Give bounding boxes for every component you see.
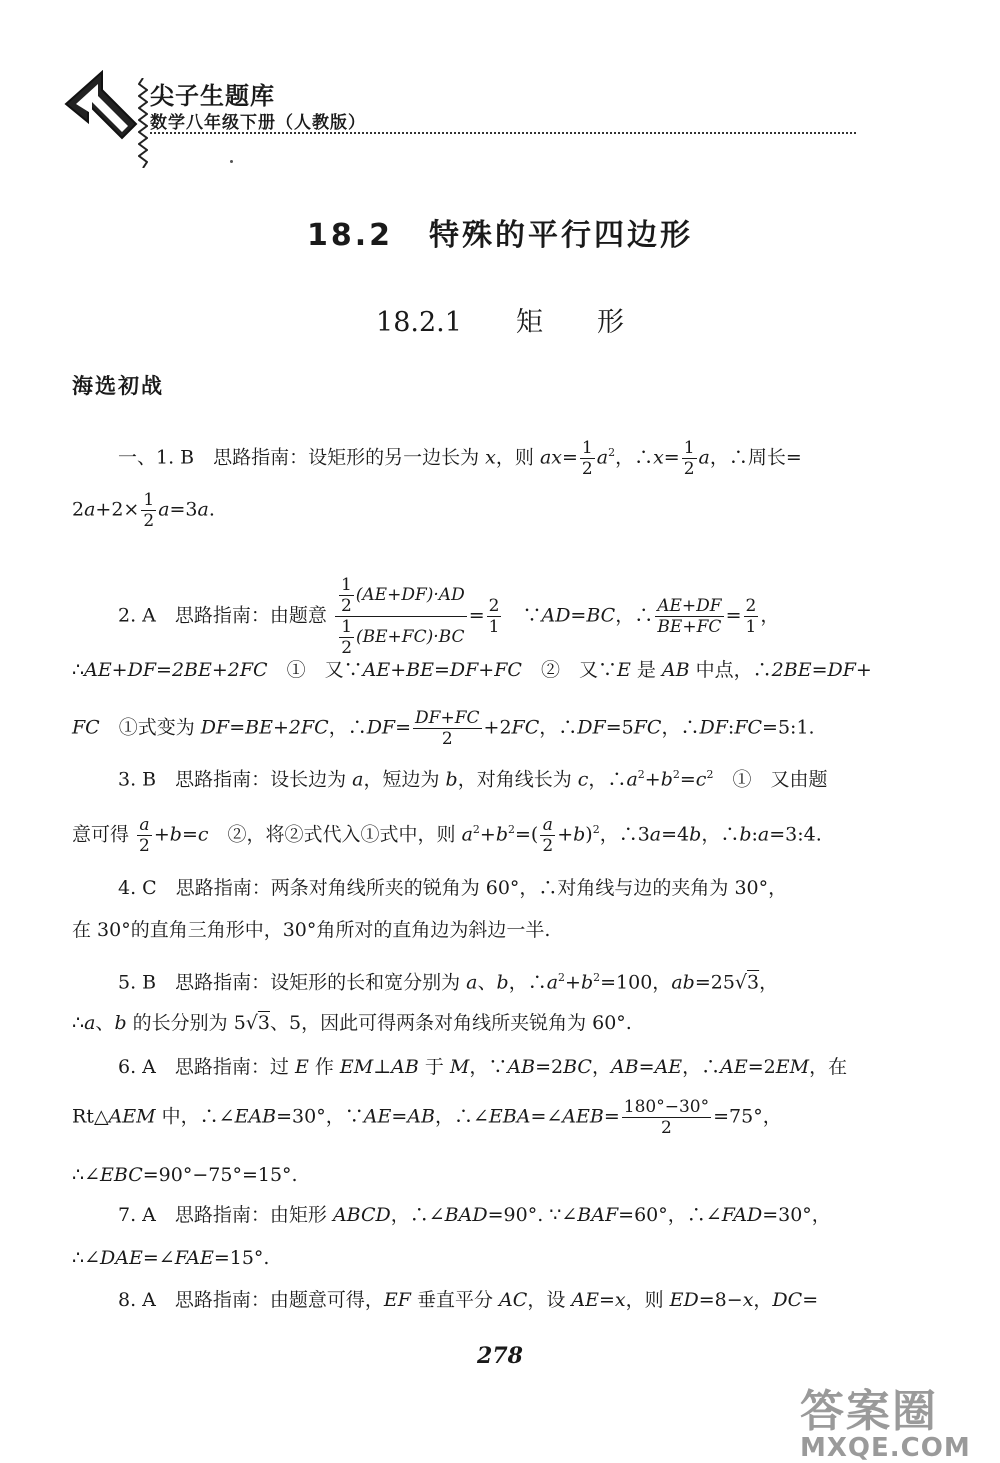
answer-line: 意可得 $\frac{a}{2}$ +b=c ②，将②式代入①式中，则 $a^2+b^2=$( $\frac{a}{2}$ +b)$^2$，∴3a=4b，∴b:a=3:4. bbox=[72, 815, 822, 856]
answer-line: 8. A 思路指南：由题意可得，EF 垂直平分 AC，设 AE=x，则 ED=8−x，DC= bbox=[118, 1289, 819, 1311]
book-subtitle: 数学八年级下册（人教版） bbox=[150, 113, 366, 133]
answer-line: 5. B 思路指南：设矩形的长和宽分别为 a、b，$\therefore a^2+b^2=100$，ab=25√3， bbox=[118, 971, 779, 994]
header-dot bbox=[230, 160, 233, 163]
answer-line: 6. A 思路指南：过 E 作 EM⊥AB 于 M，∵AB=2BC，AB=AE，∴AE=2EM，在 bbox=[118, 1056, 848, 1078]
page-number: 278 bbox=[477, 1343, 523, 1369]
subsection-title bbox=[0, 300, 1000, 339]
subsection-char-2: 形 bbox=[596, 307, 624, 338]
answer-line: 2a+2× $\frac{1}{2}$ a=3a. bbox=[72, 490, 215, 531]
arrow-logo-icon bbox=[62, 70, 140, 166]
watermark-text: 答案圈 bbox=[800, 1386, 938, 1437]
header bbox=[62, 70, 862, 170]
answer-line: ∴∠DAE=∠FAE=15°. bbox=[72, 1247, 270, 1269]
watermark-url: MXQE.COM bbox=[800, 1433, 971, 1463]
answer-line: ∴a、b 的长分别为 5√3、5，因此可得两条对角线所夹锐角为 60°. bbox=[72, 1012, 632, 1034]
subsection-number: 18.2.1 bbox=[376, 307, 462, 338]
section-label: 海选初战 bbox=[72, 374, 164, 398]
answer-line: 一、1. B 思路指南：设矩形的另一边长为 x，则 ax= $\frac{1}{2}$ $a^2$，∴x= $\frac{1}{2}$ a，∴周长= bbox=[118, 438, 802, 479]
answer-line: Rt△AEM 中，∴∠EAB=30°，∵AE=AB，∴∠EBA=∠AEB= $\frac{180^\circ-30^\circ}{2}$ =75°， bbox=[72, 1097, 782, 1138]
subsection-char-1: 矩 bbox=[515, 307, 543, 338]
answer-line: ∴∠EBC=90°−75°=15°. bbox=[72, 1164, 298, 1186]
answer-line: 7. A 思路指南：由矩形 ABCD，∴∠BAD=90°. ∵∠BAF=60°，∴∠FAD=30°， bbox=[118, 1204, 831, 1226]
answer-line: FC ①式变为 DF=BE+2FC，∴DF= $\frac{DF+FC}{2}$ +2FC，∴DF=5FC，∴DF:FC=5:1. bbox=[72, 708, 815, 749]
answer-line: 3. B 思路指南：设长边为 a，短边为 b，对角线长为 c，$\therefore a^2+b^2=c^2$ ① 又由题 bbox=[118, 768, 828, 791]
header-dotted-rule bbox=[150, 132, 856, 134]
answer-line: 在 30°的直角三角形中，30°角所对的直角边为斜边一半. bbox=[72, 919, 551, 941]
answer-line: 4. C 思路指南：两条对角线所夹的锐角为 60°，∴对角线与边的夹角为 30°， bbox=[118, 877, 788, 899]
answer-line: ∴AE+DF=2BE+2FC ① 又∵AE+BE=DF+FC ② 又∵E 是 AB 中点，∴2BE=DF+ bbox=[72, 659, 872, 681]
book-brand: 尖子生题库 bbox=[150, 82, 275, 110]
section-number: 18.2 bbox=[306, 218, 394, 253]
answer-line: 2. A 思路指南：由题意 $\frac{1}{2}$ (AE+DF)·AD $\frac{1}{2}$ (BE+FC)·BC = $\frac{2}{1}$ ∵AD=BC，∴ $\frac{AE+DF}{BE+FC}$ = $\frac{2}{1}$ ， bbox=[118, 575, 780, 658]
section-name: 特殊的平行四边形 bbox=[429, 218, 694, 253]
section-title bbox=[0, 210, 1000, 254]
zigzag-divider-icon bbox=[138, 78, 148, 168]
watermark-logo bbox=[800, 1375, 971, 1463]
